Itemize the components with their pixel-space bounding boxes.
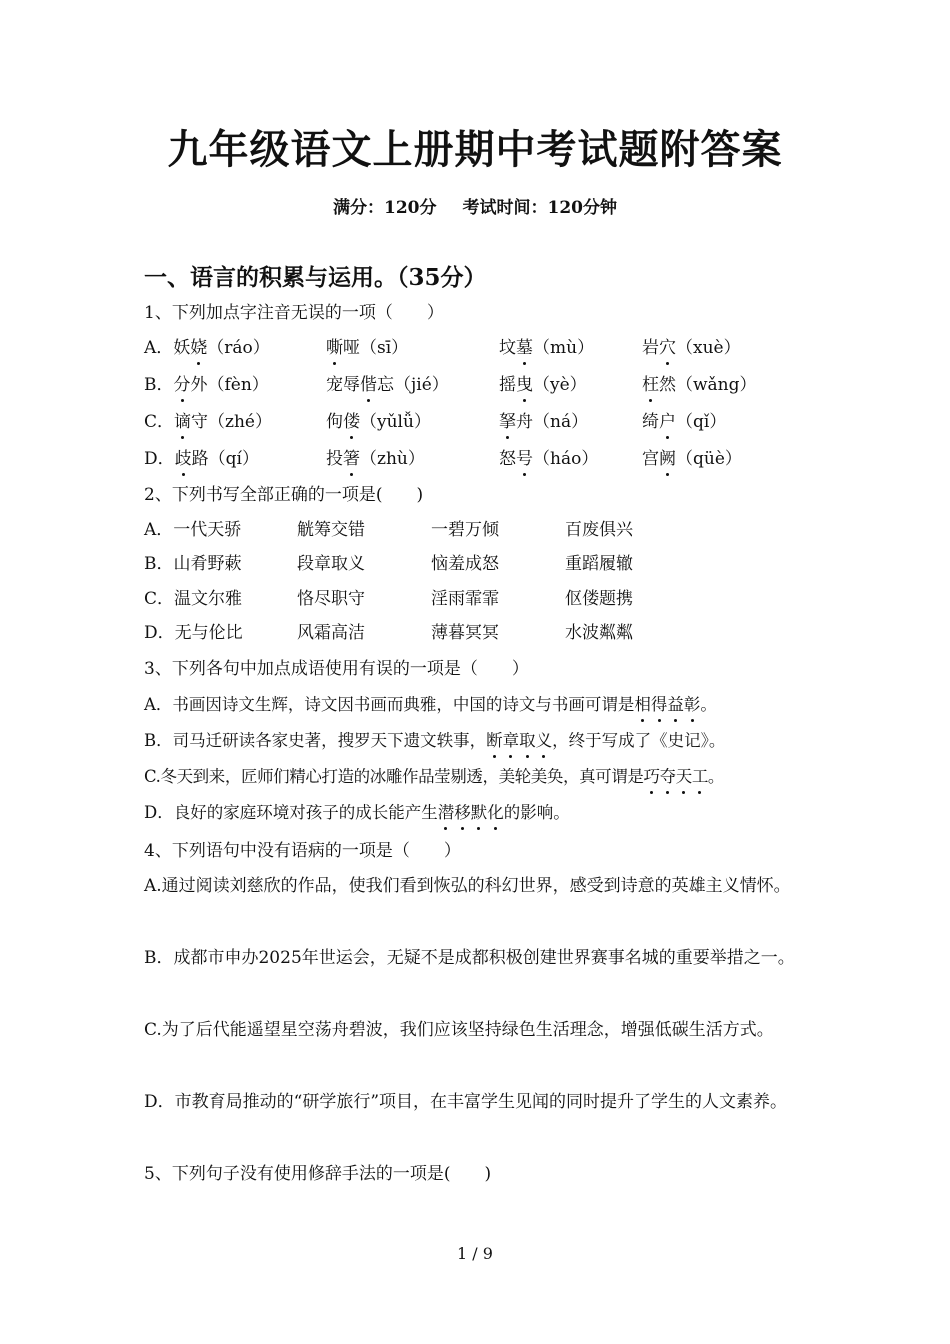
section-heading: 一、语言的积累与运用。（35分） xyxy=(144,264,487,291)
q1-b-item-3: 摇曳（yè） xyxy=(499,375,587,395)
q2-b-word-4: 重蹈履辙 xyxy=(565,554,633,574)
q2-a-word-1: A．一代天骄 xyxy=(144,520,242,540)
q1-a-item-3: 坟墓（mù） xyxy=(499,338,595,358)
q3-option-d: D．良好的家庭环境对孩子的成长能产生潜移默化的影响。 xyxy=(144,803,570,822)
q1-a-item-1: A．妖娆（ráo） xyxy=(144,338,270,358)
q1-d-item-1: D．歧路（qí） xyxy=(144,449,259,469)
q2-b-word-1: B．山肴野蔌 xyxy=(144,554,242,574)
page-number: 1 / 9 xyxy=(457,1244,493,1263)
q1-a-item-4: 岩穴（xuè） xyxy=(642,338,741,358)
exam-time: 考试时间：120分钟 xyxy=(462,198,617,218)
q1-d-item-2: 投箸（zhù） xyxy=(326,449,425,469)
q2-d-word-1: D．无与伦比 xyxy=(144,623,243,643)
q2-b-word-3: 恼羞成怒 xyxy=(431,554,499,574)
q2-b-word-2: 段章取义 xyxy=(297,554,365,574)
q1-b-item-2: 宠辱偕忘（jié） xyxy=(326,375,449,395)
q1-d-item-4: 宫阙（qüè） xyxy=(642,449,742,469)
q4-option-b: B．成都市申办2025年世运会，无疑不是成都积极创建世界赛事名城的重要举措之一。 xyxy=(144,948,795,968)
q1-b-item-1: B．分外（fèn） xyxy=(144,375,269,395)
q2-d-word-2: 风霜高洁 xyxy=(297,623,365,643)
question-5-stem: 5、下列句子没有使用修辞手法的一项是( ) xyxy=(144,1164,492,1184)
question-3-stem: 3、下列各句中加点成语使用有误的一项是（ ） xyxy=(144,659,529,679)
page-title: 九年级语文上册期中考试题附答案 xyxy=(167,126,783,173)
q3-option-b: B．司马迁研读各家史著，搜罗天下遗文轶事，断章取义，终于写成了《史记》。 xyxy=(144,731,726,750)
q2-d-word-3: 薄暮冥冥 xyxy=(431,623,499,643)
q2-a-word-4: 百废俱兴 xyxy=(565,520,633,540)
q3-option-c: C.冬天到来，匠师们精心打造的冰雕作品莹剔透，美轮美奂，真可谓是巧夺天工。 xyxy=(144,767,725,786)
q1-c-item-3: 拏舟（ná） xyxy=(499,412,589,432)
full-score: 满分：120分 xyxy=(333,198,437,218)
q4-option-d: D．市教育局推动的“研学旅行”项目，在丰富学生见闻的同时提升了学生的人文素养。 xyxy=(144,1092,788,1112)
q2-a-word-2: 觥筹交错 xyxy=(297,520,365,540)
q2-d-word-4: 水波粼粼 xyxy=(565,623,633,643)
exam-meta xyxy=(0,193,950,218)
q1-c-item-2: 佝偻（yǔlǚ） xyxy=(326,412,431,432)
q2-c-word-3: 淫雨霏霏 xyxy=(431,589,499,609)
q2-c-word-1: C．温文尔雅 xyxy=(144,589,243,609)
q1-b-item-4: 枉然（wǎng） xyxy=(642,375,757,395)
q2-c-word-2: 恪尽职守 xyxy=(297,589,365,609)
q2-a-word-3: 一碧万倾 xyxy=(431,520,499,540)
question-1-stem: 1、下列加点字注音无误的一项（ ） xyxy=(144,303,444,323)
q1-c-item-1: C．谪守（zhé） xyxy=(144,412,272,432)
question-4-stem: 4、下列语句中没有语病的一项是（ ） xyxy=(144,841,461,861)
q1-d-item-3: 怒号（háo） xyxy=(499,449,599,469)
q4-option-a: A.通过阅读刘慈欣的作品，使我们看到恢弘的科幻世界，感受到诗意的英雄主义情怀。 xyxy=(144,876,791,896)
q4-option-c: C.为了后代能遥望星空荡舟碧波，我们应该坚持绿色生活理念，增强低碳生活方式。 xyxy=(144,1020,774,1040)
question-2-stem: 2、下列书写全部正确的一项是( ) xyxy=(144,485,424,505)
q3-option-a: A．书画因诗文生辉，诗文因书画而典雅，中国的诗文与书画可谓是相得益彰。 xyxy=(144,695,717,714)
q1-c-item-4: 绮户（qǐ） xyxy=(642,412,727,432)
q2-c-word-4: 伛偻题携 xyxy=(565,589,633,609)
q1-a-item-2: 嘶哑（sī） xyxy=(326,338,409,358)
